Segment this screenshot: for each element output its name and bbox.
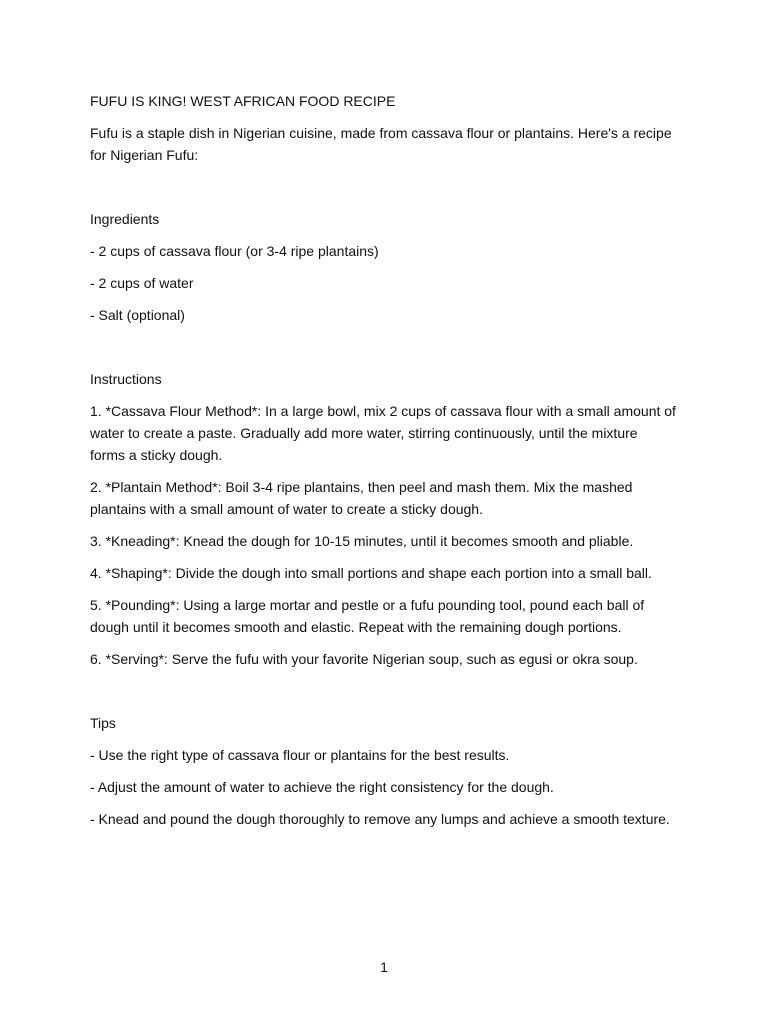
- ingredient-item: - 2 cups of cassava flour (or 3-4 ripe plantains): [90, 243, 379, 259]
- intro-paragraph: Fufu is a staple dish in Nigerian cuisine, made from cassava flour or plantains. Here's a recipe for Nigerian Fufu:: [90, 125, 672, 163]
- tip-item: - Use the right type of cassava flour or plantains for the best results.: [90, 747, 510, 763]
- page-number: 1: [380, 959, 388, 975]
- ingredients-heading: Ingredients: [90, 211, 160, 227]
- tips-heading: Tips: [90, 715, 116, 731]
- instruction-step: 6. *Serving*: Serve the fufu with your favorite Nigerian soup, such as egusi or okra soup.: [90, 651, 638, 667]
- instruction-step: 3. *Kneading*: Knead the dough for 10-15 minutes, until it becomes smooth and pliable.: [90, 533, 634, 549]
- document-title: FUFU IS KING! WEST AFRICAN FOOD RECIPE: [90, 93, 396, 109]
- instruction-step: 2. *Plantain Method*: Boil 3-4 ripe plantains, then peel and mash them. Mix the mashed plantains with a small amount of water to create a sticky dough.: [90, 479, 633, 517]
- instruction-step: 4. *Shaping*: Divide the dough into small portions and shape each portion into a small ball.: [90, 565, 652, 581]
- instruction-step: 1. *Cassava Flour Method*: In a large bowl, mix 2 cups of cassava flour with a small amount of water to create a paste. Gradually add more water, stirring continuously, until the mixture forms a sticky dough.: [90, 403, 676, 463]
- tip-item: - Adjust the amount of water to achieve the right consistency for the dough.: [90, 779, 554, 795]
- ingredient-item: - Salt (optional): [90, 307, 185, 323]
- ingredient-item: - 2 cups of water: [90, 275, 194, 291]
- instructions-heading: Instructions: [90, 371, 162, 387]
- instruction-step: 5. *Pounding*: Using a large mortar and pestle or a fufu pounding tool, pound each ball of dough until it becomes smooth and elastic. Repeat with the remaining dough portions.: [90, 597, 645, 635]
- tip-item: - Knead and pound the dough thoroughly to remove any lumps and achieve a smooth texture.: [90, 811, 670, 827]
